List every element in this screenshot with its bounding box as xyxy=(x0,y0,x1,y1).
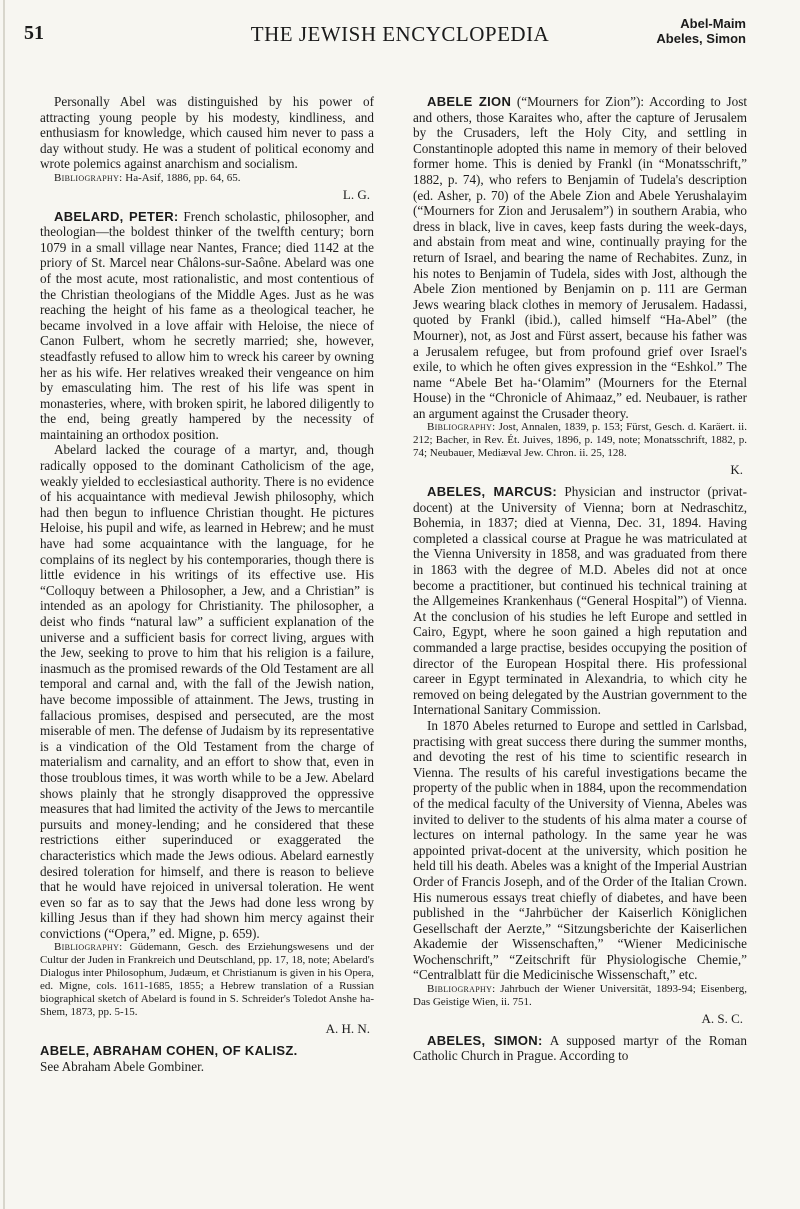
abelard-paragraph-1 xyxy=(40,209,374,443)
entry-text: Physician and instructor (privat-docent) at the University of Vienna; born at Nedraschitz, Bohemia, in 1837; died at Vienna, Dec. 31, 1894. Having completed a classical course at Prague he was matriculated at the Vienna University in 1858, and was graduated from there in 1863 with the degree of M.D. Abeles did not at once become a practitioner, but continued his technical training at the Allgemeines Krankenhaus (“General Hospital”) of Vienna. At the conclusion of his studies he left Europe and settled in Cairo, Egypt, where he soon gained a high reputation and commanded a large practise, besides occupying the position of director of the European Hospital there. His professional career in Egypt terminated in Alexandria, to which city he removed on being delegated by the Austrian government to the International Sanitary Commission. xyxy=(413,484,747,718)
simon-paragraph xyxy=(413,1033,747,1064)
bibliography-label: Bibliography: xyxy=(54,171,123,184)
catchwords xyxy=(656,16,746,46)
bibliography-text: Ha-Asif, 1886, pp. 64, 65. xyxy=(122,171,241,184)
entry-heading: ABELE, ABRAHAM COHEN, OF KALISZ. xyxy=(40,1043,298,1059)
bibliography-label: Bibliography: xyxy=(427,983,496,996)
entry-heading: ABELES, SIMON: xyxy=(427,1032,543,1048)
running-title: THE JEWISH ENCYCLOPEDIA xyxy=(250,22,550,46)
intro-paragraph: Personally Abel was distinguished by his power of attracting young people by his modesty, kindliness, and enthusiasm for knowledge, which caused him never to pass a day without study. He was a student of political economy and wrote polemics against anarchism and socialism. xyxy=(40,94,374,172)
abelard-paragraph-2: Abelard lacked the courage of a martyr, and, though radically opposed to the dominant Catholicism of the age, weakly yielded to ecclesiastical authority. There is no evidence of his acquaintance with medieval Jewish philosophy, which had then begun to influence Christian thought. He pictures Heloise, his pupil and wife, as learned in Hebrew; and he must have had some acquaintance with the language, for he complains of its neglect by his contemporaries, though there is little evidence in his writings of its effective use. His “Colloquy between a Philosopher, a Jew, and a Christian” is intended as an apology for Christianity. The philosopher, a deist who finds “natural law” a sufficient explanation of the universe and a sufficient basis for correct living, argues with the Jew, seeking to prove to him that his religion is a failure, inasmuch as the promised rewards of the Old Testament are all temporal and carnal and, with the fall of the Jewish nation, have become impossible of attainment. The Jews, trusting in fallacious promises, despised and persecuted, are the most miserable of men. The defense of Judaism by its representative is a vindication of the Old Testament from the charge of materialism and carnality, and an effort to show that, even in those troublous times, it was worth while to be a Jew. Abelard shows plainly that he strongly disapproved the oppressive measures that had limited the activity of the Jews to mercantile pursuits and money-lending; and he considered that these restrictions either superinduced or exaggerated the characteristics which made the Jews odious. Abelard earnestly desired toleration for himself, and there is reason to believe that he would have rejoiced in universal toleration. He went even so far as to say that the Jews had done less wrong by killing Jesus than if they had shown him mercy against their convictions (“Opera,” ed. Migne, p. 659). xyxy=(40,442,374,941)
bibliography-text: Jost, Annalen, 1839, p. 153; Fürst, Gesch. d. Karäert. ii. 212; Bacher, in Rev. Ét. Juives, 1896, p. 149, note; Monatsschrift, 1882, p. 74; Neubauer, Mediæval Jew. Chron. ii. 25, 128. xyxy=(413,421,747,460)
marcus-paragraph-1 xyxy=(413,484,747,718)
bibliography-text: Güdemann, Gesch. des Erziehungswesens und der Cultur der Juden in Frankreich und Deutschland, pp. 17, 18, note; Abelard's Dialogus inter Philosophum, Judæum, et Christianum is given in his Opera, ed. Migne, cols. 1611-1685, 1855; a Hebrew translation of a Russian biographical sketch of Abelard is found in S. Schreider's Toledot Anshe ha-Shem, 1873, pp. 5-15. xyxy=(40,941,374,1019)
kalisz-heading-line xyxy=(40,1043,374,1059)
abeles-simon-entry xyxy=(413,1033,747,1064)
author-signature: A. S. C. xyxy=(701,1011,743,1027)
author-signature: K. xyxy=(730,462,743,478)
right-column xyxy=(413,94,747,1068)
bibliography-label: Bibliography: xyxy=(427,421,496,434)
bibliography-label: Bibliography: xyxy=(54,941,123,954)
zion-bibliography xyxy=(413,421,747,460)
marcus-paragraph-2: In 1870 Abeles returned to Europe and settled in Carlsbad, practising with great success there during the summer months, and devoting the rest of his time to scientific research in Vienna. The results of his careful investigations became the property of the public when in 1884, upon the recommendation of the medical faculty of the University of Vienna, Abeles was invited to deliver to the students of his alma mater a course of lectures on internal pathology. In the same year he was appointed privat-docent at the university, which position he held till his death. Abeles was a knight of the Imperial Austrian Order of Francis Joseph, and of the Order of the Italian Crown. His numerous essays treat chiefly of diabetes, and have been published in the “Jahrbücher der Kaiserlich Königlichen Gesellschaft der Aerzte,” “Sitzungsberichte der Kaiserlichen Akademie der Wissenschaften,” “Wiener Medicinische Wochenschrift,” “Zeitschrift für Physiologische Chemie,” “Centralblatt für die Medicinische Wissenschaft,” etc. xyxy=(413,717,748,983)
author-signature: L. G. xyxy=(342,186,370,202)
abele-kalisz-entry xyxy=(40,1043,374,1074)
abele-zion-entry xyxy=(413,94,747,478)
marcus-bibliography xyxy=(413,983,747,1009)
abelard-entry xyxy=(40,209,374,1038)
entry-text: French scholastic, philosopher, and theologian—the boldest thinker of the twelfth century; born 1079 in a small village near Nantes, France; died 1142 at the priory of St. Marcel near Châlons-sur-Saône. Abelard was one of the most acute, most rationalistic, and most contentious of the Christian theologians of the Middle Ages. Just as he was reaching the height of his fame as a theological teacher, he became involved in a love affair with Heloise, the niece of Canon Fulbert, whom he secretly married; she, however, steadfastly refused to allow him to wreck his career by owning her as his wife. Her relatives wreaked their vengeance on him by emasculating him. The rest of his life was spent in monasteries, where, with broken spirit, he labored diligently to the end, being greatly hampered by the necessity of maintaining an orthodox position. xyxy=(40,208,375,442)
entry-heading: ABELE ZION xyxy=(427,94,512,109)
intro-bibliography xyxy=(40,172,374,185)
catchword-bottom: Abeles, Simon xyxy=(656,31,746,46)
cross-reference: See Abraham Abele Gombiner. xyxy=(40,1058,205,1074)
author-signature: A. H. N. xyxy=(325,1021,370,1037)
entry-text: (“Mourners for Zion”): According to Jost and others, those Karaites who, after the capture of Jerusalem by the Crusaders, left the Holy City, and settling in Constantinople adopted this name in memory of their beloved former home. This is denied by Frankl (in “Monatsschrift,” 1882, p. 74), who refers to Benjamin of Tudela's description (ed. Asher, p. 70) of the Abele Zion and Abele Yerushalayim (“Mourners for Zion and Jerusalem”) in southern Arabia, who dress in black, live in caves, keep fasts during the week-days, and abstain from meat and wine, continually praying for the return of Israel, and bearing the name of Rechabites. Zunz, in his notes to Benjamin of Tudela, sides with Jost, although the Abele Zion mentioned by Benjamin on p. 111 are German Jews wearing black clothes in memory of Jerusalem. Hadassi, quoted by Frankl (ibid.), called himself “Ha-Abel” (the Mourner), not, as Jost and Fürst assert, because his father was a Jerusalem refugee, but from profound grief over Israel's exile, to which he often gives expression in the “Eshkol.” The name “Abele Bet ha-‘Olamim” (Mourners for the Eternal House) in the “Chronicle of Ahimaaz,” ed. Neubauer, is rather an argument against the Crusader theory. xyxy=(413,94,747,421)
bibliography-text: Jahrbuch der Wiener Universität, 1893-94; Eisenberg, Das Geistige Wien, ii. 751. xyxy=(413,983,747,1009)
abel-entry-continuation xyxy=(40,94,374,203)
abeles-marcus-entry xyxy=(413,484,747,1027)
page-number: 51 xyxy=(24,22,44,44)
page-header xyxy=(0,0,800,80)
entry-heading: ABELES, MARCUS: xyxy=(427,484,557,500)
left-column xyxy=(40,94,374,1078)
entry-heading: ABELARD, PETER: xyxy=(54,208,179,224)
entry-text: A supposed martyr of the Roman Catholic Church in Prague. According to xyxy=(413,1032,747,1064)
zion-paragraph xyxy=(413,94,747,421)
page-binding-edge xyxy=(3,0,5,1209)
catchword-top: Abel-Maim xyxy=(680,16,746,31)
abelard-bibliography xyxy=(40,941,374,1019)
